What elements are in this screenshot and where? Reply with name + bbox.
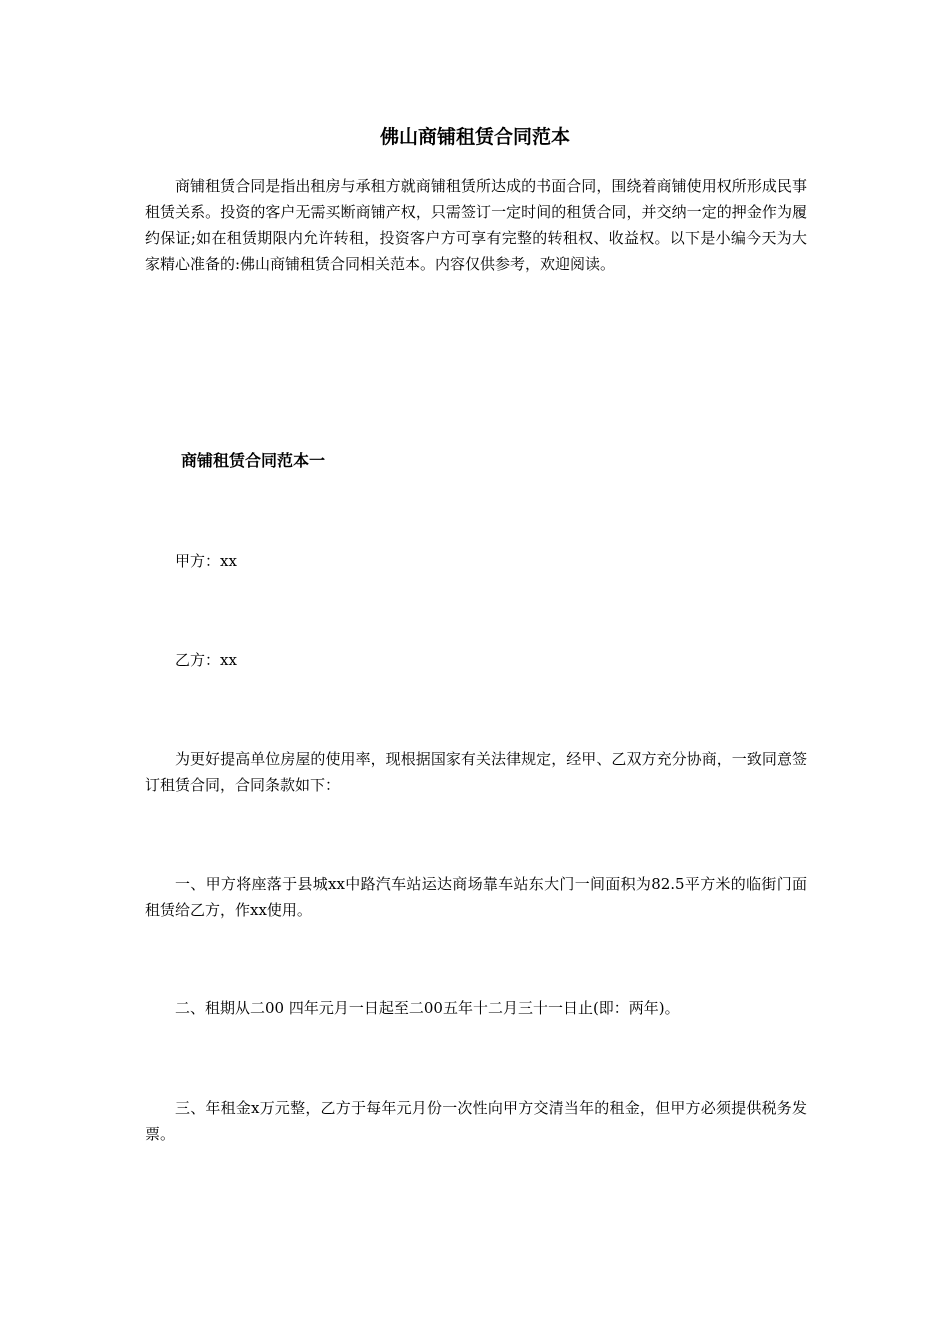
section-title: 商铺租赁合同范本一 xyxy=(181,451,326,470)
clause-3: 三、年租金x万元整，乙方于每年元月份一次性向甲方交清当年的租金，但甲方必须提供税务发票。 xyxy=(145,1099,807,1143)
clause-2: 二、租期从二00 四年元月一日起至二00五年十二月三十一日止(即：两年)。 xyxy=(175,999,680,1017)
party-b: 乙方：xx xyxy=(175,651,237,669)
clause-1: 一、甲方将座落于县城xx中路汽车站运达商场靠车站东大门一间面积为82.5平方米的临街门面租赁给乙方，作xx使用。 xyxy=(145,875,807,919)
intro-paragraph: 商铺租赁合同是指出租房与承租方就商铺租赁所达成的书面合同，围绕着商铺使用权所形成民事租赁关系。投资的客户无需买断商铺产权，只需签订一定时间的租赁合同，并交纳一定的押金作为履约保证;如在租赁期限内允许转租，投资客户方可享有完整的转租权、收益权。以下是小编今天为大家精心准备的:佛山商铺租赁合同相关范本。内容仅供参考，欢迎阅读。 xyxy=(145,177,807,273)
party-a: 甲方：xx xyxy=(175,552,237,570)
document-title: 佛山商铺租赁合同范本 xyxy=(379,126,570,148)
preamble-paragraph: 为更好提高单位房屋的使用率，现根据国家有关法律规定，经甲、乙双方充分协商，一致同意签订租赁合同，合同条款如下： xyxy=(145,750,807,794)
